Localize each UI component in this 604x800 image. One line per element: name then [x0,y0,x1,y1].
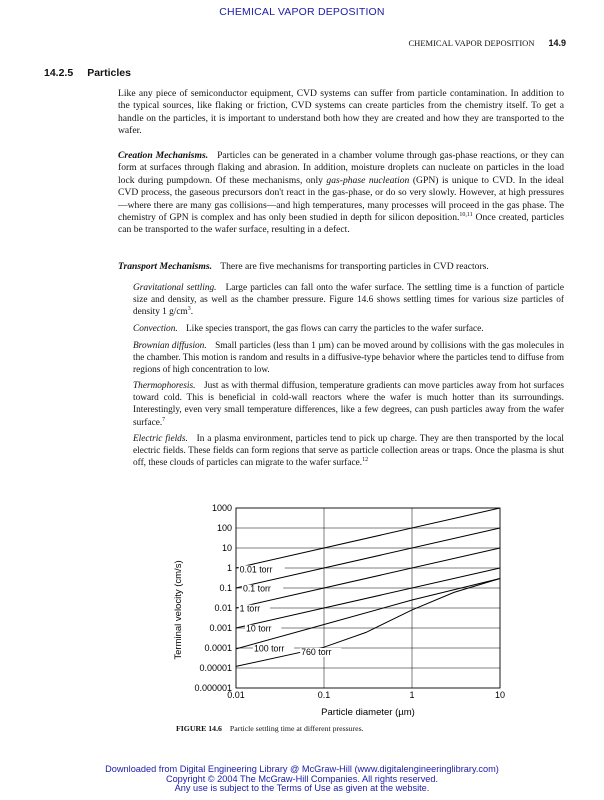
y-axis-title: Terminal velocity (cm/s) [173,560,184,660]
running-head [409,38,566,48]
mechanism-thermophoresis [133,380,564,429]
creation-label: Creation Mechanisms. [118,150,209,161]
mechanism-electric [133,433,564,470]
conv-label: Convection. [133,324,178,334]
x-tick-label: 0.1 [317,690,331,700]
creation-text-b: (GPN) is unique to CVD. In the ideal CVD process, the gaseous precursors don't react in the gas-phase, or do so very slowly. However, at high pressures—where there are many gas collisions—and high temperatures, many processes will proceed in the gas phase. The chemistry of GPN is complex and has only been studied in depth for silicon deposition. [118,174,564,224]
section-number: 14.2.5 [44,67,74,79]
series-label: 100 torr [253,643,285,654]
x-tick-label: 0.01 [227,690,245,700]
y-tick-label: 0.00001 [199,663,232,673]
brown-label: Brownian diffusion. [133,341,207,351]
page-number: 14.9 [548,38,566,48]
creation-gpn-term: gas-phase nucleation [326,174,410,186]
creation-text-a: Particles can be generated in a chamber volume through gas-phase reactions, or they can form at surfaces through flaking and abrasion. In addition, moisture droplets can nucleate on particles in the load lock during pumpdown. Of these mechanisms, only [118,150,564,186]
footer-line-1: Downloaded from Digital Engineering Library @ McGraw-Hill (www.digitalengineeringlibrary.com) [105,764,499,774]
running-head-title: CHEMICAL VAPOR DEPOSITION [408,38,535,48]
intro-text: Like any piece of semiconductor equipment, CVD systems can suffer from particle contamination. In addition to the typical sources, like flaking or friction, CVD systems can create particles from the chemistry itself. To get a handle on the particles, it is important to understand both how they are created and how they are transported to the wafer. [118,88,564,137]
creation-paragraph [118,150,564,237]
conv-text: Like species transport, the gas flows can carry the particles to the wafer surface. [186,324,484,334]
brown-text: Small particles (less than 1 µm) can be moved around by collisions with the gas molecules in the chamber. This motion is random and results in a diffusive-type behavior where the particles tend to diffuse from regions of high concentration to low. [133,341,565,376]
thermo-text: Just as with thermal diffusion, temperature gradients can move particles away from hot surfaces toward cold. This is beneficial in cold-wall reactors where the wafer is much hotter than its surroundings. Interestingly, even very small temperature differences, like a few degrees, can push particles away from the wafer surface. [133,381,564,428]
elec-text: In a plasma environment, particles tend to pick up charge. They are then transported by the local electric fields. These fields can form regions that serve as particle collection areas or traps. Once the plasma is shut off, these clouds of particles can migrate to the wafer surface. [133,434,565,469]
download-footer [0,765,604,794]
y-tick-label: 10 [221,543,232,553]
figure-caption [176,724,364,733]
settling-velocity-chart [168,498,518,720]
grav-sup: 3 [187,306,191,313]
intro-paragraph [118,88,564,138]
mechanism-brownian [133,340,564,377]
series-label: 0.01 torr [239,564,273,575]
x-axis-title: Particle diameter (µm) [321,707,415,718]
grav-label: Gravitational settling. [133,283,217,293]
elec-label: Electric fields. [133,434,188,444]
x-tick-label: 10 [494,690,506,700]
top-banner: CHEMICAL VAPOR DEPOSITION [219,6,385,18]
y-tick-label: 0.000001 [194,683,232,693]
thermo-sup: 7 [162,416,166,423]
footer-line-2: Copyright © 2004 The McGraw-Hill Companies. All rights reserved. [165,773,439,784]
y-tick-label: 0.1 [219,583,232,593]
thermo-label: Thermophoresis. [133,381,196,391]
y-tick-label: 0.0001 [204,643,232,653]
series-label: 10 torr [246,623,272,634]
grav-end: . [190,307,194,318]
creation-ref: 10,11 [459,211,473,218]
transport-paragraph [118,261,564,273]
elec-sup: 12 [362,457,369,464]
transport-text: There are five mechanisms for transporting particles in CVD reactors. [220,261,489,272]
y-tick-label: 1 [226,563,232,573]
series-label: 1 torr [239,603,261,614]
creation-text-c: Once created, particles can be transported to the wafer surface, resulting in a defect. [118,212,565,236]
transport-label: Transport Mechanisms. [118,261,213,272]
figure-label: FIGURE 14.6 [176,724,222,733]
section-title: Particles [87,67,131,79]
section-heading [44,67,131,79]
mechanism-convection [133,323,564,335]
y-tick-label: 0.01 [214,603,232,613]
y-tick-label: 0.001 [209,623,232,633]
figure-caption-text: Particle settling time at different pressures. [229,724,364,733]
y-tick-label: 100 [216,523,232,533]
grav-text: Large particles can fall onto the wafer surface. The settling time is a function of particle size and density, as well as the chamber pressure. Figure 14.6 shows settling times for various size particles of density 1 g/cm [133,283,564,318]
mechanism-gravitational [133,282,564,319]
series-label: 0.1 torr [242,583,271,594]
footer-line-3: Any use is subject to the Terms of Use as given at the website. [174,783,430,794]
series-label: 760 torr [301,646,332,657]
x-tick-label: 1 [409,690,415,700]
y-tick-label: 1000 [211,503,232,513]
